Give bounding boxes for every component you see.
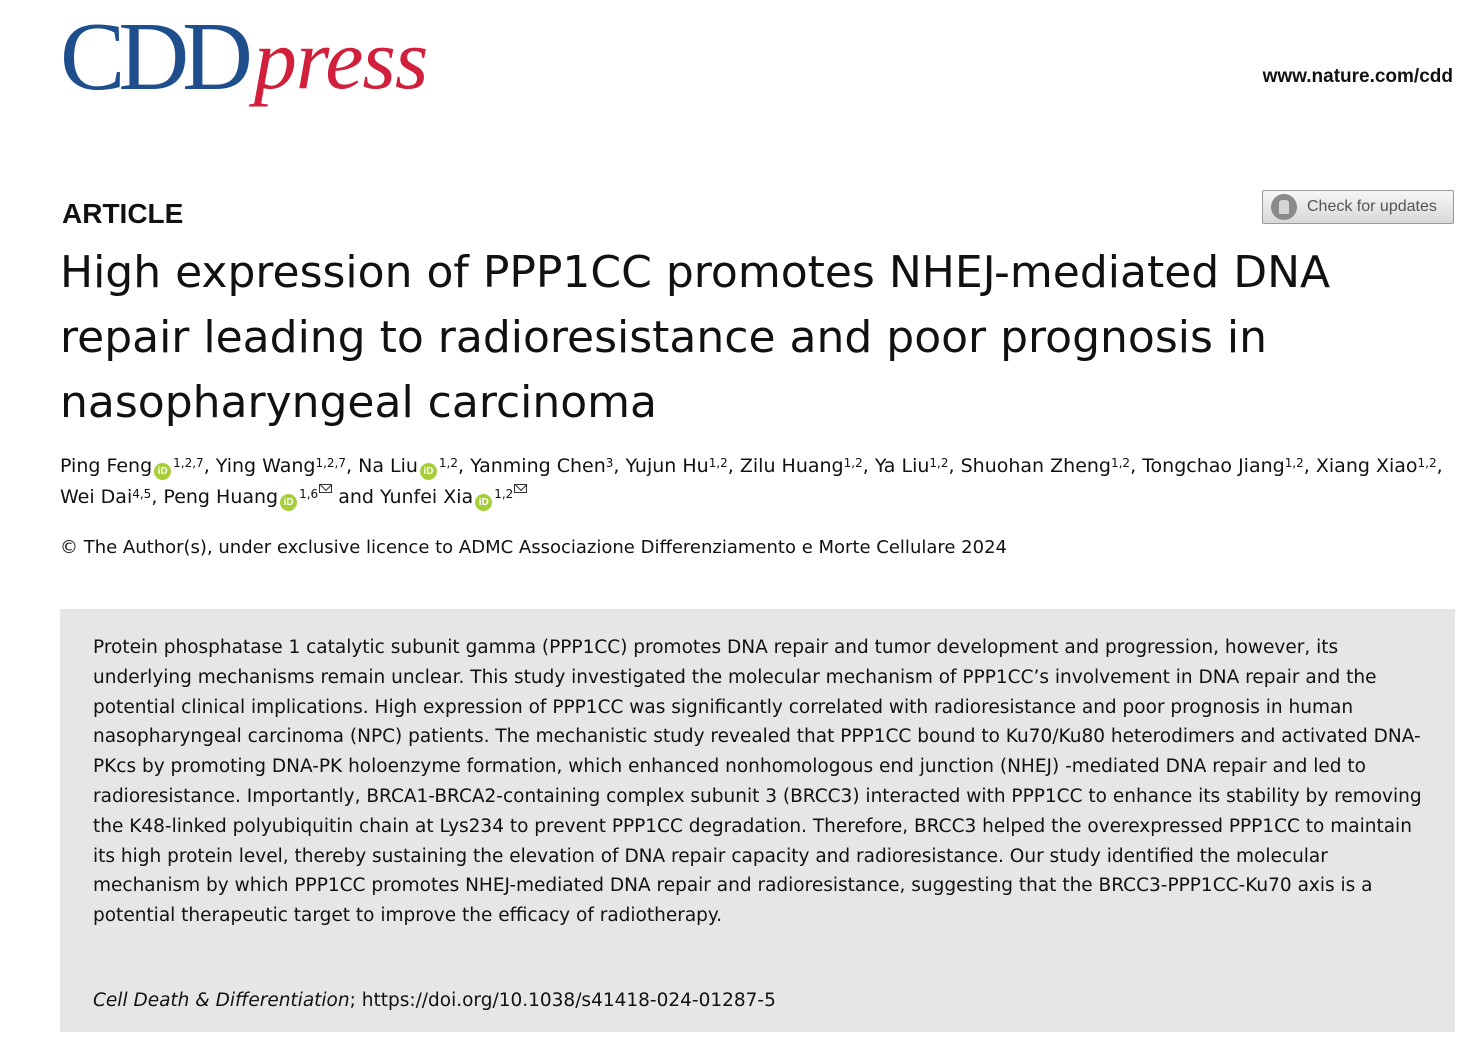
author-name[interactable]: Wei Dai [60, 486, 133, 508]
author-separator: and [332, 486, 381, 508]
author-name[interactable]: Zilu Huang [739, 455, 844, 477]
author-name[interactable]: Na Liu [358, 455, 418, 477]
citation-journal: Cell Death & Differentiation [93, 990, 350, 1011]
author-separator: , [151, 486, 164, 508]
orcid-icon[interactable]: iD [280, 494, 297, 511]
author-entry [961, 455, 1143, 477]
author-separator: , [862, 455, 875, 477]
article-type-label: ARTICLE [62, 198, 184, 229]
author-separator: , [948, 455, 961, 477]
orcid-icon[interactable]: iD [475, 494, 492, 511]
citation-doi-link[interactable]: https://doi.org/10.1038/s41418-024-01287-5 [361, 990, 776, 1011]
author-name[interactable]: Shuohan Zheng [960, 455, 1111, 477]
author-affiliation-sup: 1,2 [494, 487, 514, 501]
author-separator: , [727, 455, 740, 477]
author-affiliation-sup: 1,2 [1417, 456, 1437, 470]
author-affiliation-sup: 4,5 [132, 487, 152, 501]
author-separator: , [458, 455, 471, 477]
citation-line [93, 990, 776, 1011]
author-separator: , [613, 455, 626, 477]
check-for-updates-button[interactable] [1262, 190, 1454, 224]
author-entry [470, 455, 625, 477]
author-separator: , [1436, 455, 1443, 477]
author-separator: , [1130, 455, 1143, 477]
author-affiliation-sup: 1,2 [929, 456, 949, 470]
author-name[interactable]: Ya Liu [874, 455, 930, 477]
author-affiliation-sup: 1,2 [708, 456, 728, 470]
author-list [60, 451, 1460, 513]
abstract-box [60, 609, 1455, 1032]
author-entry [216, 455, 358, 477]
author-entry [60, 455, 216, 477]
author-entry [1316, 455, 1443, 477]
orcid-icon[interactable]: iD [154, 463, 171, 480]
author-affiliation-sup: 1,2 [1284, 456, 1304, 470]
author-name[interactable]: Ping Feng [60, 455, 153, 477]
author-entry [626, 455, 740, 477]
author-name[interactable]: Ying Wang [215, 455, 316, 477]
author-entry [1142, 455, 1316, 477]
copyright-notice: © The Author(s), under exclusive licence to ADMC Associazione Differenziamento e Morte Cellulare 2024 [60, 537, 1007, 558]
article-title: High expression of PPP1CC promotes NHEJ-mediated DNA repair leading to radioresistance and poor prognosis in nasopharyngeal carcinoma [60, 247, 1331, 428]
logo-sub-text: press [253, 11, 428, 107]
abstract-text: Protein phosphatase 1 catalytic subunit gamma (PPP1CC) promotes DNA repair and tumor development and progression, however, its underlying mechanisms remain unclear. This study investigated the molecular mechanism of PPP1CC’s involvement in DNA repair and the potential clinical implications. High expression of PPP1CC was significantly correlated with radioresistance and poor prognosis in human nasopharyngeal carcinoma (NPC) patients. The mechanistic study revealed that PPP1CC bound to Ku70/Ku80 heterodimers and activated DNA-PKcs by promoting DNA-PK holoenzyme formation, which enhanced nonhomologous end junction (NHEJ) -mediated DNA repair and led to radioresistance. Importantly, BRCA1-BRCA2-containing complex subunit 3 (BRCC3) interacted with PPP1CC to enhance its stability by removing the K48-linked polyubiquitin chain at Lys234 to prevent PPP1CC degradation. Therefore, BRCC3 helped the overexpressed PPP1CC to maintain its high protein level, thereby sustaining the elevation of DNA repair capacity and radioresistance. Our study identified the molecular mechanism by which PPP1CC promotes NHEJ-mediated DNA repair and radioresistance, suggesting that the BRCC3-PPP1CC-Ku70 axis is a potential therapeutic target to improve the efficacy of radiotherapy. [93, 637, 1422, 927]
author-affiliation-sup: 3 [605, 456, 614, 470]
email-icon[interactable] [514, 484, 527, 493]
author-entry [740, 455, 875, 477]
author-entry [358, 455, 470, 477]
author-affiliation-sup: 1,2 [843, 456, 863, 470]
author-affiliation-sup: 1,6 [299, 487, 319, 501]
author-name[interactable]: Tongchao Jiang [1142, 455, 1285, 477]
author-name[interactable]: Peng Huang [163, 486, 279, 508]
author-separator: , [203, 455, 216, 477]
email-icon[interactable] [319, 484, 332, 493]
check-for-updates-label: Check for updates [1307, 198, 1437, 215]
author-entry [875, 455, 961, 477]
author-affiliation-sup: 1,2,7 [315, 456, 347, 470]
author-entry [380, 486, 527, 508]
author-affiliation-sup: 1,2,7 [173, 456, 204, 470]
update-badge-icon [1271, 194, 1297, 220]
author-affiliation-sup: 1,2 [1110, 456, 1131, 470]
author-name[interactable]: Yanming Chen [470, 455, 606, 477]
journal-logo[interactable] [60, 4, 427, 114]
author-entry [60, 486, 163, 508]
orcid-icon[interactable]: iD [420, 463, 437, 480]
site-url-link[interactable]: www.nature.com/cdd [1262, 66, 1453, 87]
author-separator: , [346, 455, 359, 477]
author-name[interactable]: Yunfei Xia [380, 486, 474, 508]
author-name[interactable]: Yujun Hu [625, 455, 709, 477]
author-affiliation-sup: 1,2 [438, 456, 459, 470]
citation-separator: ; [349, 990, 362, 1011]
logo-main-text: CDD [60, 3, 246, 111]
author-name[interactable]: Xiang Xiao [1315, 455, 1418, 477]
author-separator: , [1303, 455, 1316, 477]
author-entry [163, 486, 380, 508]
